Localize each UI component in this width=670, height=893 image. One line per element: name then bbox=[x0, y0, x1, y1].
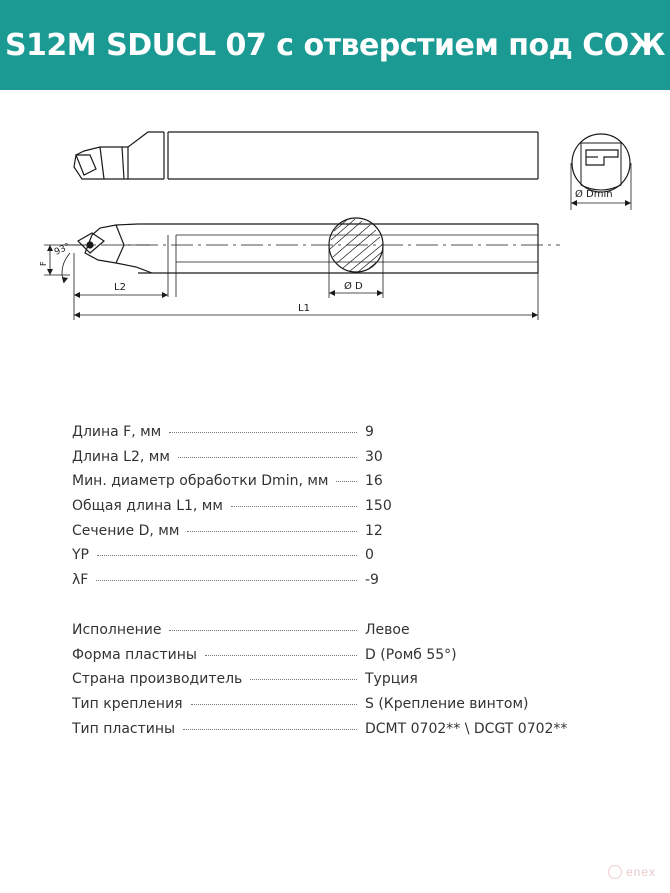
spec-row bbox=[72, 721, 592, 746]
l2-label: L2 bbox=[114, 282, 126, 293]
spec-label: Мин. диаметр обработки Dmin, мм bbox=[72, 473, 329, 490]
f-label: F bbox=[39, 261, 48, 266]
spec-value: 30 bbox=[365, 448, 383, 465]
watermark-text: enex bbox=[625, 865, 656, 879]
spec-value: DCMT 0702** \ DCGT 0702** bbox=[365, 720, 568, 737]
spec-value: 12 bbox=[365, 522, 383, 539]
spec-row bbox=[72, 671, 592, 696]
spec-row bbox=[72, 696, 592, 721]
watermark bbox=[608, 865, 656, 879]
spec-row bbox=[72, 523, 592, 548]
dmin-label: Ø Dmin bbox=[575, 189, 613, 200]
spec-label: YP bbox=[72, 547, 89, 564]
spec-row bbox=[72, 424, 592, 449]
specs-group-properties bbox=[72, 622, 592, 745]
spec-label: Длина F, мм bbox=[72, 424, 162, 440]
page-title: S12M SDUCL 07 с отверстием под СОЖ bbox=[4, 27, 666, 63]
dot-leader bbox=[183, 729, 357, 730]
spec-label: Длина L2, мм bbox=[72, 448, 170, 465]
spec-value: 0 bbox=[365, 547, 374, 564]
spec-row bbox=[72, 547, 592, 572]
spec-row bbox=[72, 647, 592, 672]
dot-leader bbox=[178, 457, 357, 458]
page-header bbox=[0, 0, 670, 90]
spec-label: Форма пластины bbox=[72, 646, 197, 663]
dot-leader bbox=[336, 481, 357, 482]
specs-table bbox=[72, 424, 592, 745]
spec-label: Исполнение bbox=[72, 621, 162, 638]
spec-value: 16 bbox=[365, 473, 383, 490]
dot-leader bbox=[169, 432, 357, 433]
spec-row bbox=[72, 449, 592, 474]
dot-leader bbox=[96, 580, 357, 581]
enex-logo-icon bbox=[608, 865, 622, 879]
spec-row bbox=[72, 473, 592, 498]
top-view bbox=[74, 132, 538, 179]
dot-leader bbox=[191, 704, 357, 705]
spec-label: Сечение D, мм bbox=[72, 522, 180, 539]
angle-label: 93° bbox=[53, 241, 72, 258]
d-label: Ø D bbox=[344, 281, 363, 292]
spec-label: Общая длина L1, мм bbox=[72, 498, 223, 515]
dot-leader bbox=[97, 555, 357, 556]
spec-value: D (Ромб 55°) bbox=[365, 646, 457, 663]
spec-value: S (Крепление винтом) bbox=[365, 695, 529, 712]
spec-value: -9 bbox=[365, 572, 379, 589]
dot-leader bbox=[231, 506, 357, 507]
spec-value: 9 bbox=[365, 424, 374, 440]
spec-value: 150 bbox=[365, 498, 392, 515]
spec-row bbox=[72, 622, 592, 647]
spec-label: λF bbox=[72, 572, 89, 589]
specs-group-dimensions bbox=[72, 424, 592, 597]
spec-row bbox=[72, 572, 592, 597]
spec-label: Страна производитель bbox=[72, 671, 243, 688]
spec-label: Тип пластины bbox=[72, 720, 176, 737]
technical-drawing bbox=[0, 95, 670, 335]
dot-leader bbox=[187, 531, 357, 532]
l1-label: L1 bbox=[298, 303, 310, 314]
spec-value: Левое bbox=[365, 621, 410, 638]
spec-label: Тип крепления bbox=[72, 695, 183, 712]
dot-leader bbox=[250, 679, 357, 680]
spec-row bbox=[72, 498, 592, 523]
dot-leader bbox=[205, 655, 357, 656]
dot-leader bbox=[169, 630, 357, 631]
spec-value: Турция bbox=[365, 671, 418, 688]
